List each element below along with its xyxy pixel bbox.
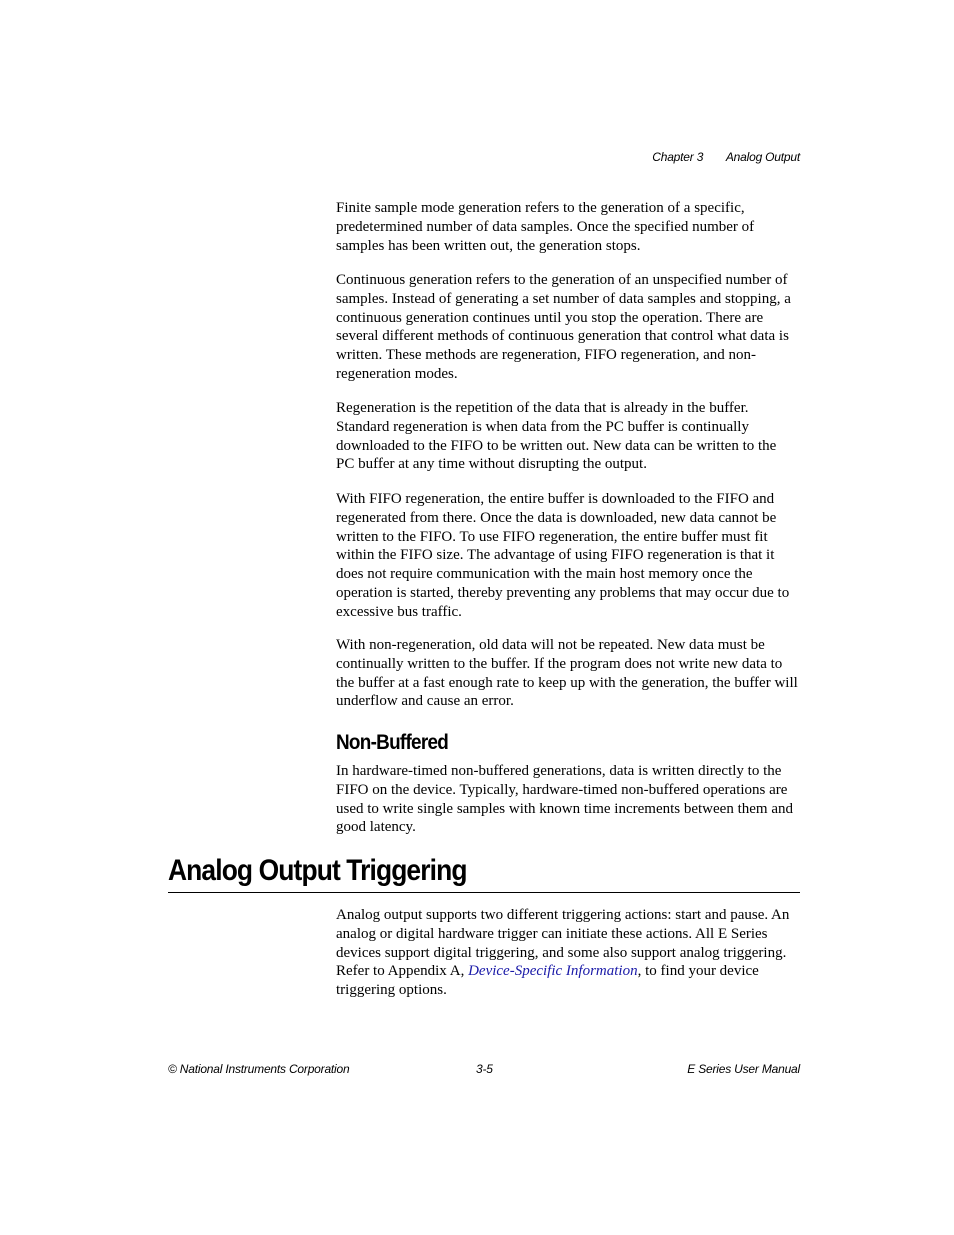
triggering-text-start: Analog output supports two different triggering actions: start and pause. An analog or digital hardware trigger can initiate these actions. All E Series devices support digital triggering, and some also support analog triggering. Refer to Appendix A,: [336, 907, 790, 980]
paragraph-fifo-regeneration: With FIFO regeneration, the entire buffer is downloaded to the FIFO and regenerated from there. Once the data is downloaded, new data cannot be written to the FIFO. To use FIFO regeneration, the entire buffer must fit within the FIFO size. The advantage of using FIFO regeneration is that it does not require communication with the main host memory once the operation is started, thereby preventing any problems that may occur due to excessive bus traffic.: [336, 491, 790, 620]
triggering-text-end: , to find your device triggering options.: [336, 963, 759, 999]
footer-manual-title: E Series User Manual: [687, 1062, 800, 1076]
paragraph-regeneration: Regeneration is the repetition of the data that is already in the buffer. Standard regeneration is when data from the PC buffer is continually downloaded to the FIFO to be written out. New data can be written to the PC buffer at any time without disrupting the output.: [336, 400, 777, 473]
paragraph-continuous: Continuous generation refers to the generation of an unspecified number of samples. Instead of generating a set number of data samples and stopping, a continuous generation continues until you stop the operation. There are several different methods of continuous generation that control what data is written. These methods are regeneration, FIFO regeneration, and non-regeneration modes.: [336, 272, 791, 382]
heading-analog-output-triggering: Analog Output Triggering: [168, 854, 467, 887]
footer-copyright: © National Instruments Corporation: [168, 1062, 350, 1076]
header-chapter: Chapter 3: [652, 150, 704, 164]
paragraph-triggering: [336, 906, 798, 1000]
device-specific-information-link[interactable]: Device-Specific Information: [468, 963, 638, 980]
paragraph-finite: Finite sample mode generation refers to the generation of a specific, predetermined number of data samples. Once the specified number of samples has been written out, the generation stops.: [336, 200, 755, 254]
heading-rule: [168, 892, 800, 893]
running-header: [652, 150, 800, 164]
header-section: Analog Output: [725, 150, 800, 164]
paragraph-non-regeneration: With non-regeneration, old data will not be repeated. New data must be continually written to the buffer. If the program does not write new data to the buffer at a fast enough rate to keep up with the generation, the buffer will underflow and cause an error.: [336, 637, 798, 710]
footer-page-number: 3-5: [476, 1062, 493, 1076]
heading-non-buffered: Non-Buffered: [336, 731, 449, 754]
paragraph-non-buffered: In hardware-timed non-buffered generations, data is written directly to the FIFO on the device. Typically, hardware-timed non-buffered operations are used to write single samples with known time increments between them and good latency.: [336, 763, 793, 836]
